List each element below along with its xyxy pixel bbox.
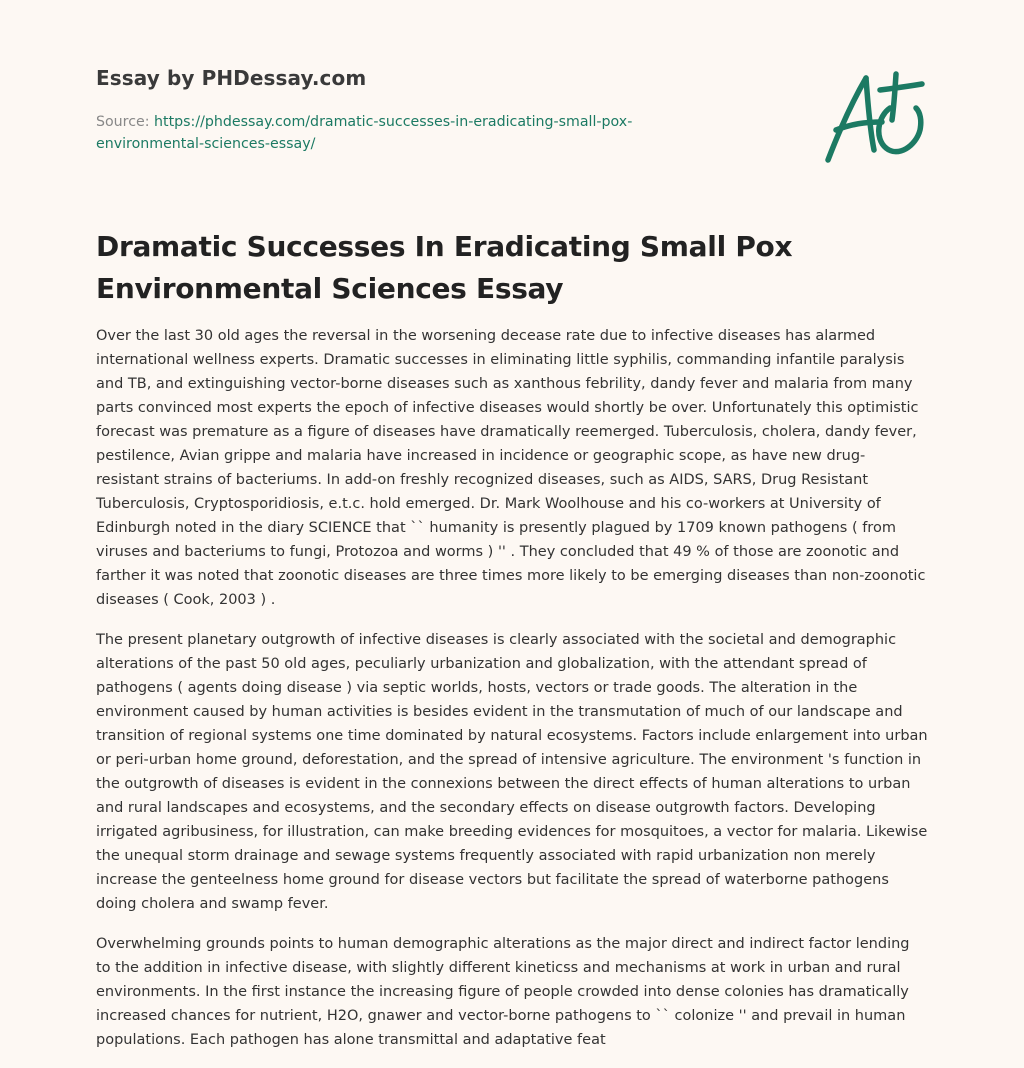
essay-paragraph: Over the last 30 old ages the reversal in the worsening decease rate due to infective diseases has alarmed international wellness experts. Dramatic successes in eliminating little syphilis, commanding infantile paralysis and TB, and extinguishing vector-borne diseases such as xanthous febrility, dandy fever and malaria from many parts convinced most experts the epoch of infective diseases would shortly be over. Unfortunately this optimistic forecast was premature as a figure of diseases have dramatically reemerged. Tuberculosis, cholera, dandy fever, pestilence, Avian grippe and malaria have increased in incidence or geographic scope, as have new drug-resistant strains of bacteriums. In add-on freshly recognized diseases, such as AIDS, SARS, Drug Resistant Tuberculosis, Cryptosporidiosis, e.t.c. hold emerged. Dr. Mark Woolhouse and his co-workers at University of Edinburgh noted in the diary SCIENCE that `` humanity is presently plagued by 1709 known pathogens ( from viruses and bacteriums to fungi, Protozoa and worms ) '' . They concluded that 49 % of those are zoonotic and farther it was noted that zoonotic diseases are three times more likely to be emerging diseases than non-zoonotic diseases ( Cook, 2003 ) .: [96, 328, 926, 608]
essay-title: Dramatic Successes In Eradicating Small Pox Environmental Sciences Essay: [96, 230, 793, 305]
a-plus-logo-icon: [824, 68, 928, 164]
site-brand: Essay by PHDessay.com: [96, 66, 367, 90]
essay-paragraph: Overwhelming grounds points to human demographic alterations as the major direct and indirect factor lending to the addition in infective disease, with slightly different kineticss and mechanisms at work in urban and rural environments. In the first instance the increasing figure of people crowded into dense colonies has dramatically increased chances for nutrient, H2O, gnawer and vector-borne pathogens to `` colonize '' and prevail in human populations. Each pathogen has alone transmittal and adaptative feat: [96, 936, 910, 1048]
essay-paragraph: The present planetary outgrowth of infective diseases is clearly associated with the societal and demographic alterations of the past 50 old ages, peculiarly urbanization and globalization, with the attendant spread of pathogens ( agents doing disease ) via septic worlds, hosts, vectors or trade goods. The alteration in the environment caused by human activities is besides evident in the transmutation of much of our landscape and transition of regional systems one time dominated by natural ecosystems. Factors include enlargement into urban or peri-urban home ground, deforestation, and the spread of intensive agriculture. The environment 's function in the outgrowth of diseases is evident in the connexions between the direct effects of human alterations to urban and rural landscapes and ecosystems, and the secondary effects on disease outgrowth factors. Developing irrigated agribusiness, for illustration, can make breeding evidences for mosquitoes, a vector for malaria. Likewise the unequal storm drainage and sewage systems frequently associated with rapid urbanization non merely increase the genteelness home ground for disease vectors but facilitate the spread of waterborne pathogens doing cholera and swamp fever.: [96, 632, 928, 912]
source-link[interactable]: https://phdessay.com/dramatic-successes-in-eradicating-small-pox-environmental-sciences-essay/: [96, 114, 633, 152]
essay-body: [96, 324, 928, 1068]
source-label: Source:: [96, 114, 155, 130]
source-line: [96, 111, 716, 155]
